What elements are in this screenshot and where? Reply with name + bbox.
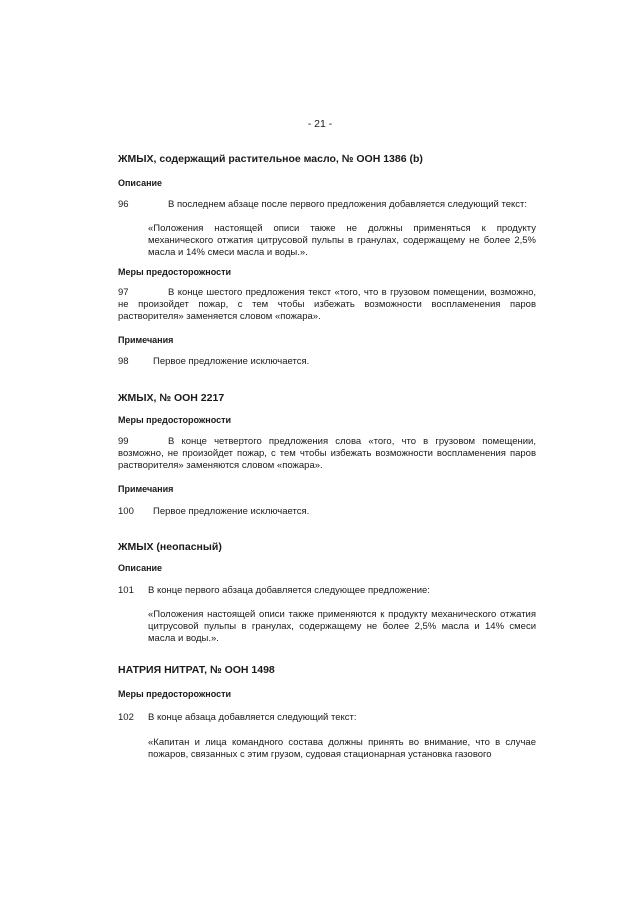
- quote-102: «Капитан и лица командного состава должны принять во внимание, что в случае пожаров, связанных с этим грузом, судовая стационарная установка газового: [148, 737, 536, 760]
- paragraph-101: В конце первого абзаца добавляется следующее предложение:: [148, 585, 430, 596]
- paragraph-100: Первое предложение исключается.: [153, 506, 310, 517]
- section-heading-1386: ЖМЫХ, содержащий растительное масло, № ООН 1386 (b): [118, 153, 423, 165]
- quote-96: «Положения настоящей описи также не должны применяться к продукту механического отжатия цитрусовой пульпы в гранулах, содержащему не более 2,5% масла и 14% смеси масла и воды.».: [148, 223, 536, 258]
- subheading-notes: Примечания: [118, 335, 174, 345]
- section-heading-1498: НАТРИЯ НИТРАТ, № ООН 1498: [118, 664, 275, 676]
- paragraph-102: В конце абзаца добавляется следующий текст:: [148, 712, 357, 723]
- paragraph-97: В конце шестого предложения текст «того, что в грузовом помещении, возможно, не произойдет пожар, с тем чтобы избежать возможности воспламенения паров растворителя» заменяется словом «пожара».: [118, 287, 536, 322]
- paragraph-number-97: 97: [118, 287, 129, 298]
- paragraph-98: Первое предложение исключается.: [153, 356, 310, 367]
- subheading-precautions: Меры предосторожности: [118, 689, 232, 699]
- page-number: - 21 -: [307, 118, 333, 130]
- section-heading-nonhazardous: ЖМЫХ (неопасный): [118, 541, 222, 553]
- subheading-description: Описание: [118, 178, 163, 188]
- section-heading-2217: ЖМЫХ, № ООН 2217: [118, 392, 225, 404]
- paragraph-number-96: 96: [118, 199, 129, 210]
- paragraph-number-99: 99: [118, 436, 129, 447]
- subheading-precautions: Меры предосторожности: [118, 415, 232, 425]
- paragraph-number-100: 100: [118, 506, 134, 517]
- subheading-description: Описание: [118, 563, 163, 573]
- paragraph-number-102: 102: [118, 712, 134, 723]
- quote-101: «Положения настоящей описи также применяются к продукту механического отжатия цитрусовой пульпы в гранулах, содержащему не более 2,5% масла и 14% смеси масла и воды.».: [148, 609, 536, 644]
- subheading-notes: Примечания: [118, 484, 174, 494]
- subheading-precautions: Меры предосторожности: [118, 267, 232, 277]
- paragraph-number-101: 101: [118, 585, 134, 596]
- paragraph-99: В конце четвертого предложения слова «того, что в грузовом помещении, возможно, не произойдет пожар, с тем чтобы избежать возможности воспламенения паров растворителя» заменяются словом «пожара».: [118, 436, 536, 471]
- paragraph-96: В последнем абзаце после первого предложения добавляется следующий текст:: [168, 199, 528, 210]
- paragraph-number-98: 98: [118, 356, 129, 367]
